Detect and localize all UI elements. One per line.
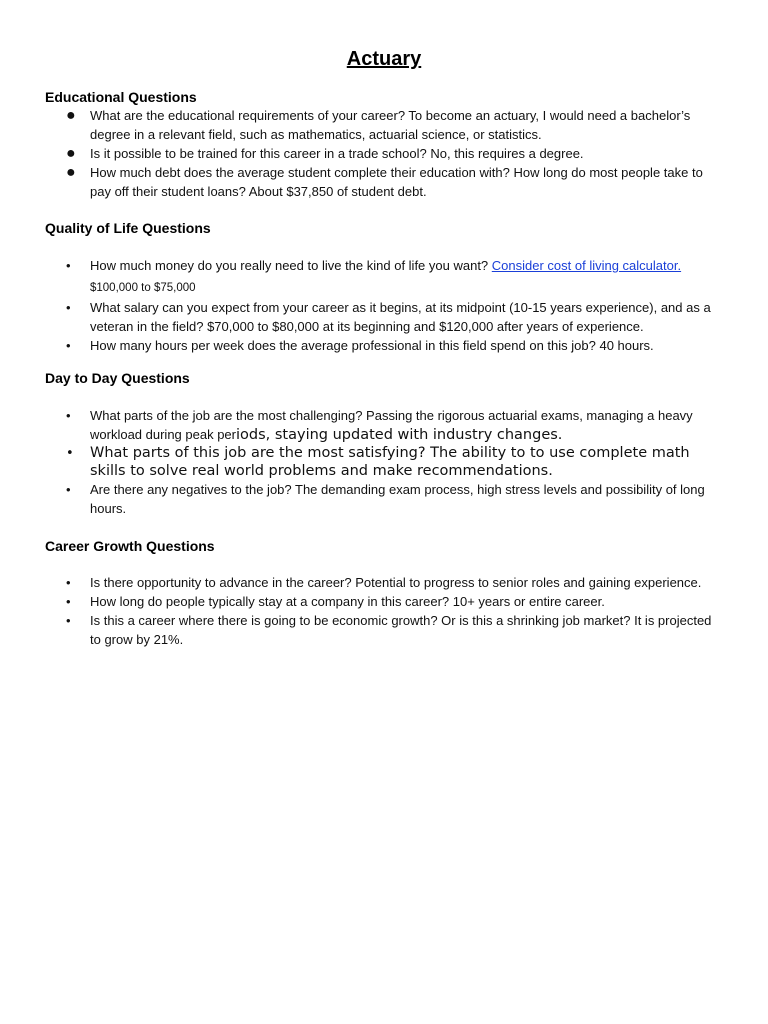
bullet-icon: • <box>66 613 71 628</box>
bullet-icon: • <box>66 575 71 590</box>
section-day-to-day <box>45 369 725 518</box>
list-item-text: How many hours per week does the average professional in this field spend on this job? 40 hours. <box>90 338 654 353</box>
bullet-icon: • <box>66 338 71 353</box>
educational-list <box>45 106 725 201</box>
list-item <box>45 444 725 480</box>
list-item <box>45 298 725 336</box>
list-item-text: How much money do you really need to live the kind of life you want? <box>90 258 492 273</box>
section-heading: Career Growth Questions <box>45 538 215 554</box>
bullet-icon: • <box>66 482 71 497</box>
list-item-answer: $100,000 to $75,000 <box>90 282 196 294</box>
list-item <box>45 144 725 163</box>
list-item-text: Is it possible to be trained for this career in a trade school? No, this requires a degree. <box>90 146 584 161</box>
list-item-text: What salary can you expect from your career as it begins, at its midpoint (10-15 years experience), and as a veteran in the field? $70,000 to $80,000 at its beginning and $120,000 after years of experience. <box>90 300 711 334</box>
list-item-text: How much debt does the average student complete their education with? How long do most people take to pay off their student loans? About $37,850 of student debt. <box>90 165 703 199</box>
list-item-text-large: iods, staying updated with industry changes. <box>235 427 563 443</box>
bullet-icon: • <box>66 408 71 423</box>
list-item <box>45 106 725 144</box>
bullet-icon: ● <box>66 164 76 181</box>
list-item-text: Is this a career where there is going to be economic growth? Or is this a shrinking job market? It is projected to grow by 21%. <box>90 613 712 647</box>
list-item <box>45 592 725 611</box>
section-heading: Quality of Life Questions <box>45 220 211 236</box>
list-item <box>45 163 725 201</box>
list-item-text: Is there opportunity to advance in the career? Potential to progress to senior roles and gaining experience. <box>90 575 702 590</box>
day-to-day-list <box>45 406 725 518</box>
section-heading: Day to Day Questions <box>45 370 190 386</box>
list-item <box>45 573 725 592</box>
section-career-growth <box>45 537 725 649</box>
bullet-icon: ● <box>66 107 76 124</box>
bullet-icon: ● <box>66 145 76 162</box>
page-title: Actuary <box>346 48 422 70</box>
list-item-text: Are there any negatives to the job? The demanding exam process, high stress levels and possibility of long hours. <box>90 482 705 516</box>
bullet-icon: • <box>66 594 71 609</box>
list-item-text: What are the educational requirements of your career? To become an actuary, I would need a bachelor’s degree in a relevant field, such as mathematics, actuarial science, or statistics. <box>90 108 691 142</box>
list-item-text: What parts of the job are the most challenging? Passing the rigorous actuarial exams, managing a heavy workload during peak per <box>90 408 693 442</box>
list-item <box>45 406 725 444</box>
section-quality-of-life <box>45 219 725 355</box>
bullet-icon: • <box>66 446 74 461</box>
quality-of-life-list <box>45 256 725 355</box>
list-item-text: How long do people typically stay at a company in this career? 10+ years or entire career. <box>90 594 605 609</box>
list-item-text: What parts of this job are the most satisfying? The ability to to use complete math skills to solve real world problems and make recommendations. <box>90 445 690 479</box>
list-item <box>45 611 725 649</box>
cost-of-living-calculator-link[interactable]: Consider cost of living calculator. <box>491 258 682 273</box>
section-heading: Educational Questions <box>45 89 197 105</box>
bullet-icon: • <box>66 300 71 315</box>
list-item <box>45 336 725 355</box>
list-item <box>45 256 725 298</box>
section-educational <box>45 88 725 201</box>
bullet-icon: • <box>66 258 71 273</box>
list-item <box>45 480 725 518</box>
career-growth-list <box>45 573 725 649</box>
